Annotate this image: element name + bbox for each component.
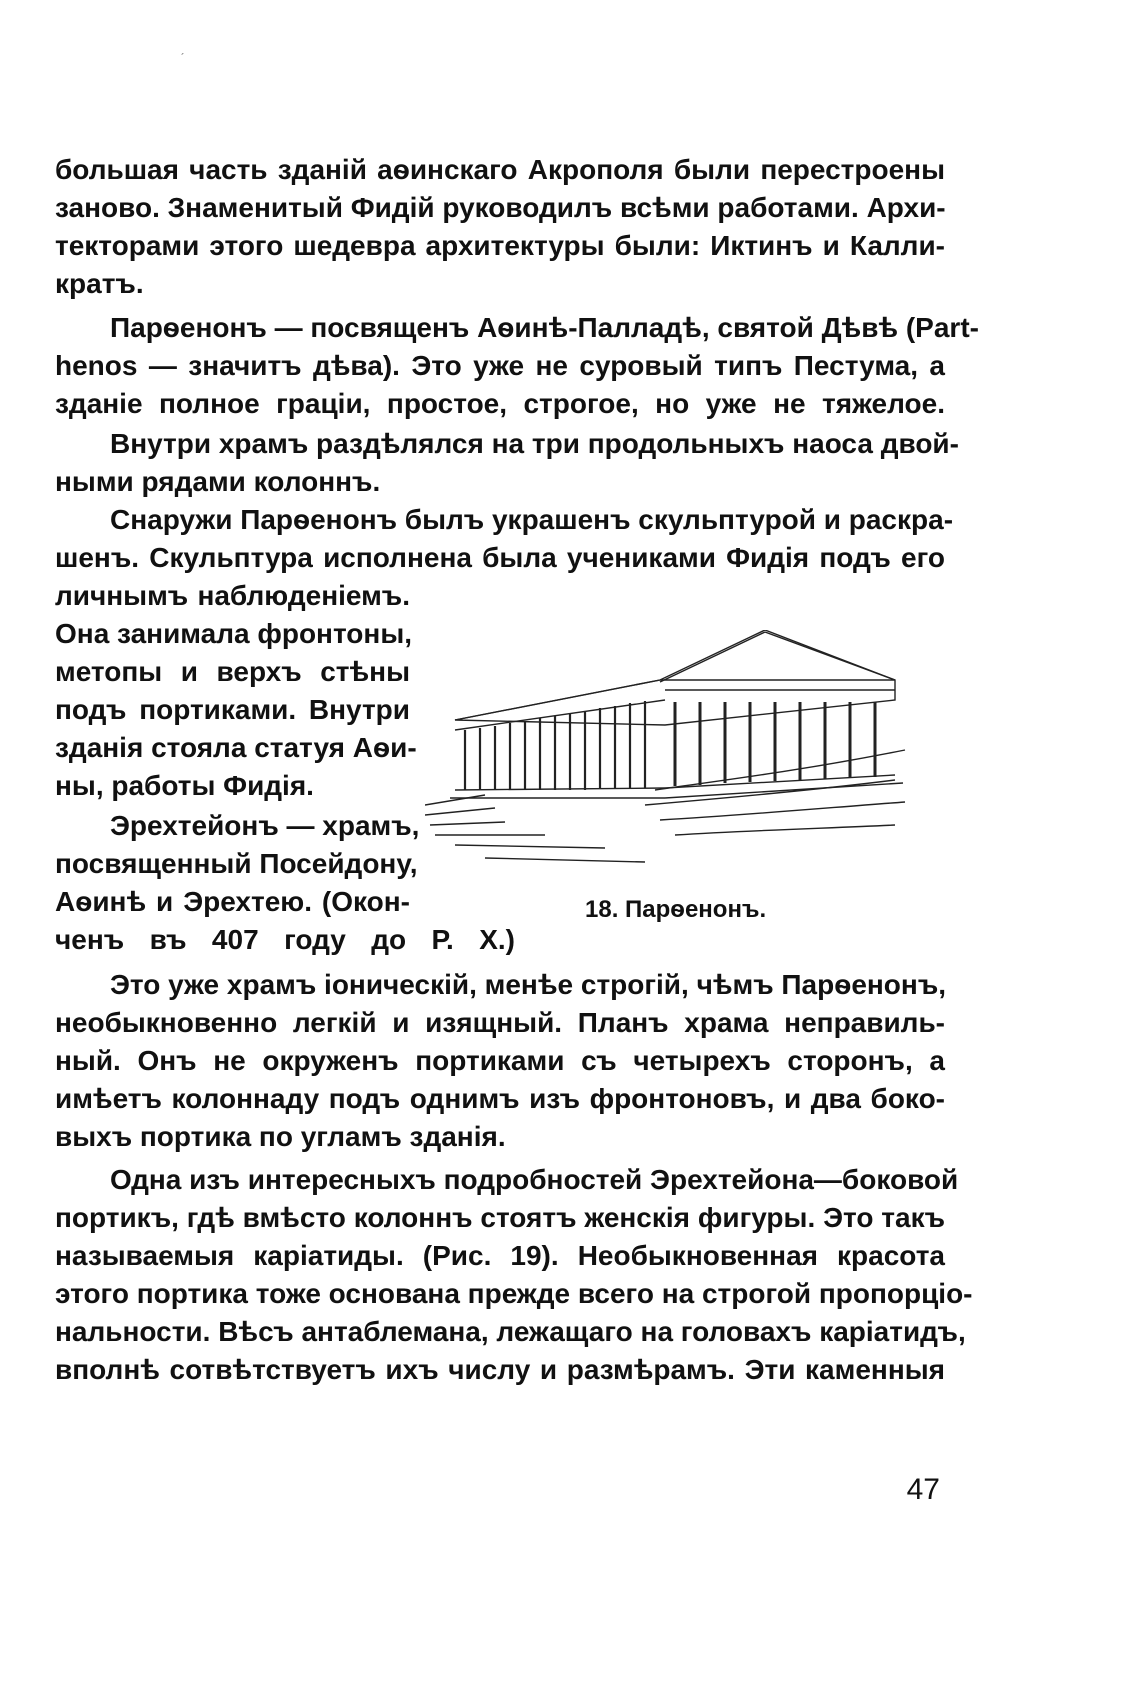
text-line: шенъ. Скульптура исполнена была учениками Фидія подъ его (55, 542, 945, 573)
text-line: вполнѣ сотвѣтствуетъ ихъ числу и размѣрамъ. Эти каменныя (55, 1354, 945, 1385)
text-line: портикъ, гдѣ вмѣсто колоннъ стоятъ женскія фигуры. Это такъ (55, 1202, 945, 1233)
text-line: Она занимала фронтоны, (55, 618, 413, 649)
text-line: Это уже храмъ іоническій, менѣе строгій, чѣмъ Парѳенонъ, (110, 969, 947, 1000)
text-line: henos — значитъ дѣва). Это уже не суровый типъ Пестума, а (55, 350, 945, 381)
text-line: зданіе полное граціи, простое, строгое, но уже не тяжелое. (55, 388, 945, 419)
stray-mark: ˊ (180, 50, 185, 66)
text-line: личнымъ наблюденіемъ. (55, 580, 410, 611)
text-line: ны, работы Фидія. (55, 770, 314, 801)
text-line: большая часть зданій аѳинскаго Акрополя были перестроены (55, 154, 945, 185)
page-number: 47 (906, 1473, 940, 1506)
text-line: называемыя каріатиды. (Рис. 19). Необыкновенная красота (55, 1240, 945, 1271)
text-line: ченъ въ 407 году до Р. Х.) (55, 924, 515, 955)
parthenon-illustration-icon (425, 630, 915, 880)
text-line: ными рядами колоннъ. (55, 466, 381, 497)
text-line: подъ портиками. Внутри (55, 694, 410, 725)
figure-caption: 18. Парѳенонъ. (585, 896, 767, 923)
text-line: текторами этого шедевра архитектуры были: Иктинъ и Калли- (55, 230, 945, 261)
text-line: необыкновенно легкій и изящный. Планъ храма неправиль- (55, 1007, 945, 1038)
text-line: нальности. Вѣсъ антаблемана, лежащаго на головахъ каріатидъ, (55, 1316, 966, 1347)
text-line: Эрехтейонъ — храмъ, (110, 810, 420, 841)
text-line: Парѳенонъ — посвященъ Аѳинѣ-Палладѣ, святой Дѣвѣ (Part- (110, 312, 979, 343)
text-line: метопы и верхъ стѣны (55, 656, 410, 687)
text-line: этого портика тоже основана прежде всего на строгой пропорціо- (55, 1278, 973, 1309)
text-line: заново. Знаменитый Фидій руководилъ всѣми работами. Архи- (55, 192, 946, 223)
text-line: кратъ. (55, 268, 144, 299)
text-line: Снаружи Парѳенонъ былъ украшенъ скульптурой и раскра- (110, 504, 954, 535)
text-line: Аѳинѣ и Эрехтею. (Окон- (55, 886, 410, 917)
text-line: Внутри храмъ раздѣлялся на три продольныхъ наоса двой- (110, 428, 959, 459)
text-line: имѣетъ колоннаду подъ однимъ изъ фронтоновъ, и два боко- (55, 1083, 945, 1114)
text-line: посвященный Посейдону, (55, 848, 418, 879)
text-line: зданія стояла статуя Аѳи- (55, 732, 417, 763)
text-line: выхъ портика по угламъ зданія. (55, 1121, 506, 1152)
text-line: ный. Онъ не окруженъ портиками съ четырехъ сторонъ, а (55, 1045, 945, 1076)
text-line: Одна изъ интересныхъ подробностей Эрехтейона—боковой (110, 1164, 959, 1195)
